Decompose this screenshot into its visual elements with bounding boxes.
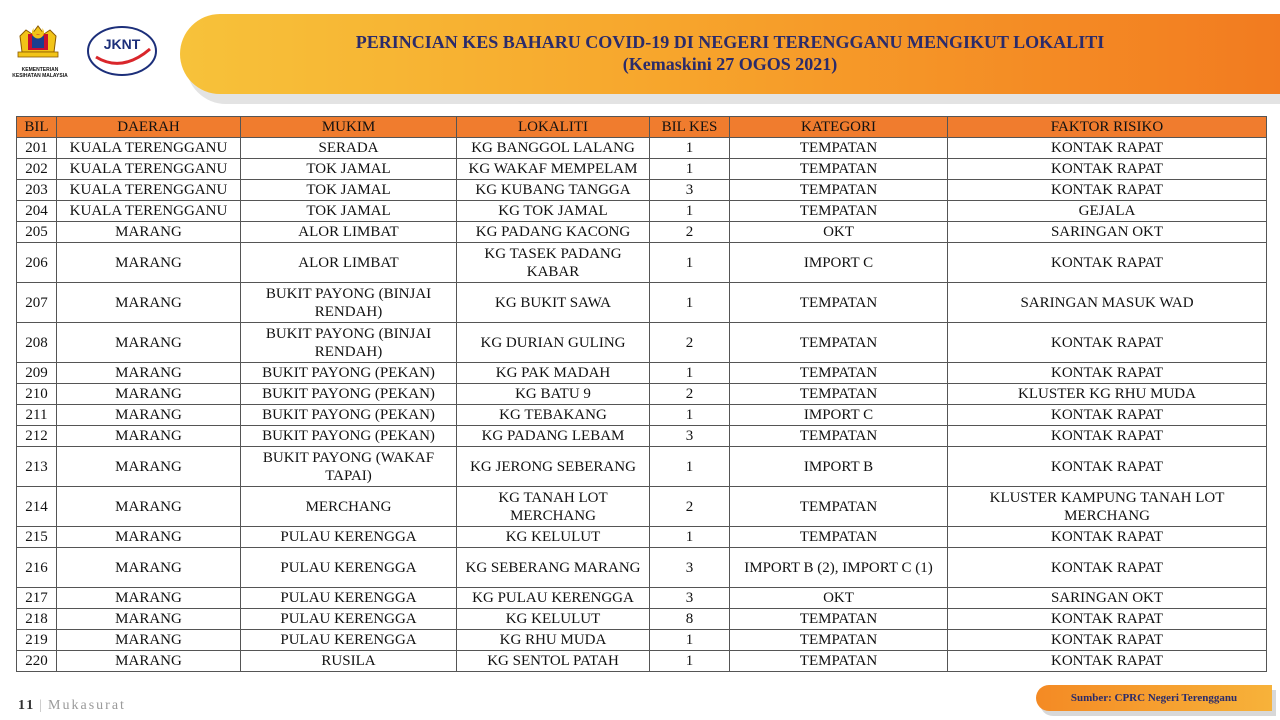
column-header: DAERAH	[57, 117, 241, 138]
table-cell: MARANG	[57, 283, 241, 323]
table-cell: MARANG	[57, 405, 241, 426]
table-cell: 219	[17, 630, 57, 651]
table-cell: MARANG	[57, 426, 241, 447]
table-cell: 210	[17, 384, 57, 405]
table-cell: 204	[17, 201, 57, 222]
table-cell: 2	[650, 384, 730, 405]
table-cell: KONTAK RAPAT	[948, 548, 1267, 588]
table-cell: TEMPATAN	[730, 323, 948, 363]
table-cell: PULAU KERENGGA	[241, 609, 457, 630]
table-cell: SARINGAN OKT	[948, 588, 1267, 609]
table-cell: KG TOK JAMAL	[457, 201, 650, 222]
jknt-logo-text: JKNT	[103, 36, 141, 52]
table-row	[17, 180, 1267, 201]
table-cell: MARANG	[57, 323, 241, 363]
table-cell: KG PADANG LEBAM	[457, 426, 650, 447]
table-cell: 1	[650, 283, 730, 323]
table-cell: BUKIT PAYONG (BINJAI RENDAH)	[241, 283, 457, 323]
table-cell: KONTAK RAPAT	[948, 243, 1267, 283]
table-cell: 3	[650, 180, 730, 201]
column-header: MUKIM	[241, 117, 457, 138]
table-cell: KG PAK MADAH	[457, 363, 650, 384]
table-cell: KUALA TERENGGANU	[57, 159, 241, 180]
table-cell: 1	[650, 159, 730, 180]
malaysia-crest-logo	[14, 22, 62, 62]
table-row	[17, 138, 1267, 159]
table-row	[17, 426, 1267, 447]
page-separator: |	[39, 698, 45, 713]
table-cell: TOK JAMAL	[241, 201, 457, 222]
table-cell: 3	[650, 548, 730, 588]
table-cell: KG BATU 9	[457, 384, 650, 405]
table-cell: 202	[17, 159, 57, 180]
table-cell: TEMPATAN	[730, 384, 948, 405]
table-cell: KG BUKIT SAWA	[457, 283, 650, 323]
column-header: BIL	[17, 117, 57, 138]
table-cell: 1	[650, 201, 730, 222]
table-cell: KONTAK RAPAT	[948, 527, 1267, 548]
table-cell: 218	[17, 609, 57, 630]
table-row	[17, 588, 1267, 609]
table-cell: KG TANAH LOT MERCHANG	[457, 487, 650, 527]
table-cell: OKT	[730, 222, 948, 243]
table-cell: MARANG	[57, 487, 241, 527]
table-cell: ALOR LIMBAT	[241, 243, 457, 283]
table-cell: KUALA TERENGGANU	[57, 138, 241, 159]
table-cell: MARANG	[57, 384, 241, 405]
table-cell: 216	[17, 548, 57, 588]
table-cell: 2	[650, 487, 730, 527]
table-cell: 220	[17, 651, 57, 672]
table-cell: KG BANGGOL LALANG	[457, 138, 650, 159]
column-header: LOKALITI	[457, 117, 650, 138]
table-cell: KONTAK RAPAT	[948, 159, 1267, 180]
table-cell: SARINGAN MASUK WAD	[948, 283, 1267, 323]
table-cell: TOK JAMAL	[241, 180, 457, 201]
table-cell: KG KELULUT	[457, 527, 650, 548]
table-cell: KUALA TERENGGANU	[57, 180, 241, 201]
page-number-footer	[18, 698, 126, 714]
table-cell: MARANG	[57, 222, 241, 243]
table-cell: TEMPATAN	[730, 426, 948, 447]
page-number: 11	[18, 698, 36, 713]
crest-caption: KEMENTERIAN KESIHATAN MALAYSIA	[12, 67, 68, 79]
table-cell: 209	[17, 363, 57, 384]
table-cell: KONTAK RAPAT	[948, 609, 1267, 630]
table-cell: TEMPATAN	[730, 487, 948, 527]
table-cell: 217	[17, 588, 57, 609]
table-cell: MARANG	[57, 588, 241, 609]
table-cell: TEMPATAN	[730, 283, 948, 323]
table-cell: KONTAK RAPAT	[948, 630, 1267, 651]
table-cell: KONTAK RAPAT	[948, 363, 1267, 384]
table-cell: TEMPATAN	[730, 609, 948, 630]
table-cell: KG PADANG KACONG	[457, 222, 650, 243]
table-cell: MARANG	[57, 651, 241, 672]
table-cell: 215	[17, 527, 57, 548]
table-cell: KONTAK RAPAT	[948, 323, 1267, 363]
table-cell: KG PULAU KERENGGA	[457, 588, 650, 609]
table-cell: PULAU KERENGGA	[241, 588, 457, 609]
table-body	[17, 138, 1267, 672]
table-cell: GEJALA	[948, 201, 1267, 222]
table-cell: BUKIT PAYONG (PEKAN)	[241, 384, 457, 405]
table-cell: KG TEBAKANG	[457, 405, 650, 426]
column-header: KATEGORI	[730, 117, 948, 138]
table-cell: PULAU KERENGGA	[241, 527, 457, 548]
table-cell: KG TASEK PADANG KABAR	[457, 243, 650, 283]
table-cell: TEMPATAN	[730, 201, 948, 222]
table-cell: KG KELULUT	[457, 609, 650, 630]
table-cell: TEMPATAN	[730, 527, 948, 548]
table-row	[17, 363, 1267, 384]
table-cell: 1	[650, 447, 730, 487]
table-cell: 212	[17, 426, 57, 447]
table-cell: BUKIT PAYONG (WAKAF TAPAI)	[241, 447, 457, 487]
table-cell: TEMPATAN	[730, 651, 948, 672]
table-cell: TEMPATAN	[730, 630, 948, 651]
table-cell: OKT	[730, 588, 948, 609]
table-cell: BUKIT PAYONG (PEKAN)	[241, 426, 457, 447]
table-row	[17, 651, 1267, 672]
table-row	[17, 405, 1267, 426]
table-cell: 2	[650, 323, 730, 363]
table-row	[17, 487, 1267, 527]
table-cell: MARANG	[57, 609, 241, 630]
table-cell: MARANG	[57, 243, 241, 283]
table-cell: MARANG	[57, 527, 241, 548]
table-cell: MARANG	[57, 363, 241, 384]
page-title	[200, 31, 1260, 75]
table-cell: 1	[650, 243, 730, 283]
table-header-row	[17, 117, 1267, 138]
table-cell: 1	[650, 405, 730, 426]
table-cell: KLUSTER KAMPUNG TANAH LOT MERCHANG	[948, 487, 1267, 527]
table-cell: 205	[17, 222, 57, 243]
table-cell: KG SENTOL PATAH	[457, 651, 650, 672]
column-header: FAKTOR RISIKO	[948, 117, 1267, 138]
table-cell: 1	[650, 651, 730, 672]
table-cell: BUKIT PAYONG (PEKAN)	[241, 363, 457, 384]
table-cell: 214	[17, 487, 57, 527]
table-cell: MARANG	[57, 447, 241, 487]
table-cell: PULAU KERENGGA	[241, 630, 457, 651]
table-cell: MARANG	[57, 548, 241, 588]
table-cell: 1	[650, 527, 730, 548]
table-cell: 206	[17, 243, 57, 283]
column-header: BIL KES	[650, 117, 730, 138]
jknt-logo	[86, 25, 158, 77]
table-row	[17, 384, 1267, 405]
table-cell: KUALA TERENGGANU	[57, 201, 241, 222]
table-cell: KG SEBERANG MARANG	[457, 548, 650, 588]
table-cell: 208	[17, 323, 57, 363]
table-cell: 8	[650, 609, 730, 630]
table-cell: BUKIT PAYONG (PEKAN)	[241, 405, 457, 426]
title-line-2: (Kemaskini 27 OGOS 2021)	[622, 54, 838, 74]
table-row	[17, 548, 1267, 588]
table-cell: SARINGAN OKT	[948, 222, 1267, 243]
table-cell: KG JERONG SEBERANG	[457, 447, 650, 487]
table-row	[17, 283, 1267, 323]
table-cell: 203	[17, 180, 57, 201]
table-cell: TEMPATAN	[730, 180, 948, 201]
table-cell: 1	[650, 138, 730, 159]
table-row	[17, 243, 1267, 283]
table-cell: ALOR LIMBAT	[241, 222, 457, 243]
table-cell: 211	[17, 405, 57, 426]
page-label: Mukasurat	[48, 698, 126, 713]
table-cell: 1	[650, 630, 730, 651]
table-cell: TEMPATAN	[730, 363, 948, 384]
table-row	[17, 630, 1267, 651]
table-cell: PULAU KERENGGA	[241, 548, 457, 588]
table-cell: KONTAK RAPAT	[948, 651, 1267, 672]
table-cell: MARANG	[57, 630, 241, 651]
title-line-1: PERINCIAN KES BAHARU COVID-19 DI NEGERI TERENGGANU MENGIKUT LOKALITI	[355, 32, 1105, 52]
table-cell: 3	[650, 426, 730, 447]
table-cell: IMPORT C	[730, 405, 948, 426]
table-cell: 1	[650, 363, 730, 384]
table-cell: TOK JAMAL	[241, 159, 457, 180]
table-cell: RUSILA	[241, 651, 457, 672]
table-row	[17, 609, 1267, 630]
table-cell: 213	[17, 447, 57, 487]
table-row	[17, 527, 1267, 548]
table-cell: KG KUBANG TANGGA	[457, 180, 650, 201]
table-cell: KONTAK RAPAT	[948, 405, 1267, 426]
table-cell: IMPORT B (2), IMPORT C (1)	[730, 548, 948, 588]
table-row	[17, 201, 1267, 222]
table-cell: BUKIT PAYONG (BINJAI RENDAH)	[241, 323, 457, 363]
table-cell: KG WAKAF MEMPELAM	[457, 159, 650, 180]
table-cell: KONTAK RAPAT	[948, 180, 1267, 201]
table-cell: 207	[17, 283, 57, 323]
source-badge: Sumber: CPRC Negeri Terengganu	[1036, 685, 1272, 711]
table-row	[17, 447, 1267, 487]
table-cell: 201	[17, 138, 57, 159]
table-cell: TEMPATAN	[730, 138, 948, 159]
table-cell: MERCHANG	[241, 487, 457, 527]
table-cell: KONTAK RAPAT	[948, 447, 1267, 487]
table-row	[17, 222, 1267, 243]
table-cell: KG RHU MUDA	[457, 630, 650, 651]
table-cell: SERADA	[241, 138, 457, 159]
table-cell: KG DURIAN GULING	[457, 323, 650, 363]
table-cell: 3	[650, 588, 730, 609]
cases-table	[16, 116, 1267, 672]
table-cell: KONTAK RAPAT	[948, 138, 1267, 159]
table-cell: IMPORT C	[730, 243, 948, 283]
table-cell: TEMPATAN	[730, 159, 948, 180]
table-row	[17, 159, 1267, 180]
table-cell: 2	[650, 222, 730, 243]
table-cell: KLUSTER KG RHU MUDA	[948, 384, 1267, 405]
table-cell: IMPORT B	[730, 447, 948, 487]
table-cell: KONTAK RAPAT	[948, 426, 1267, 447]
table-row	[17, 323, 1267, 363]
